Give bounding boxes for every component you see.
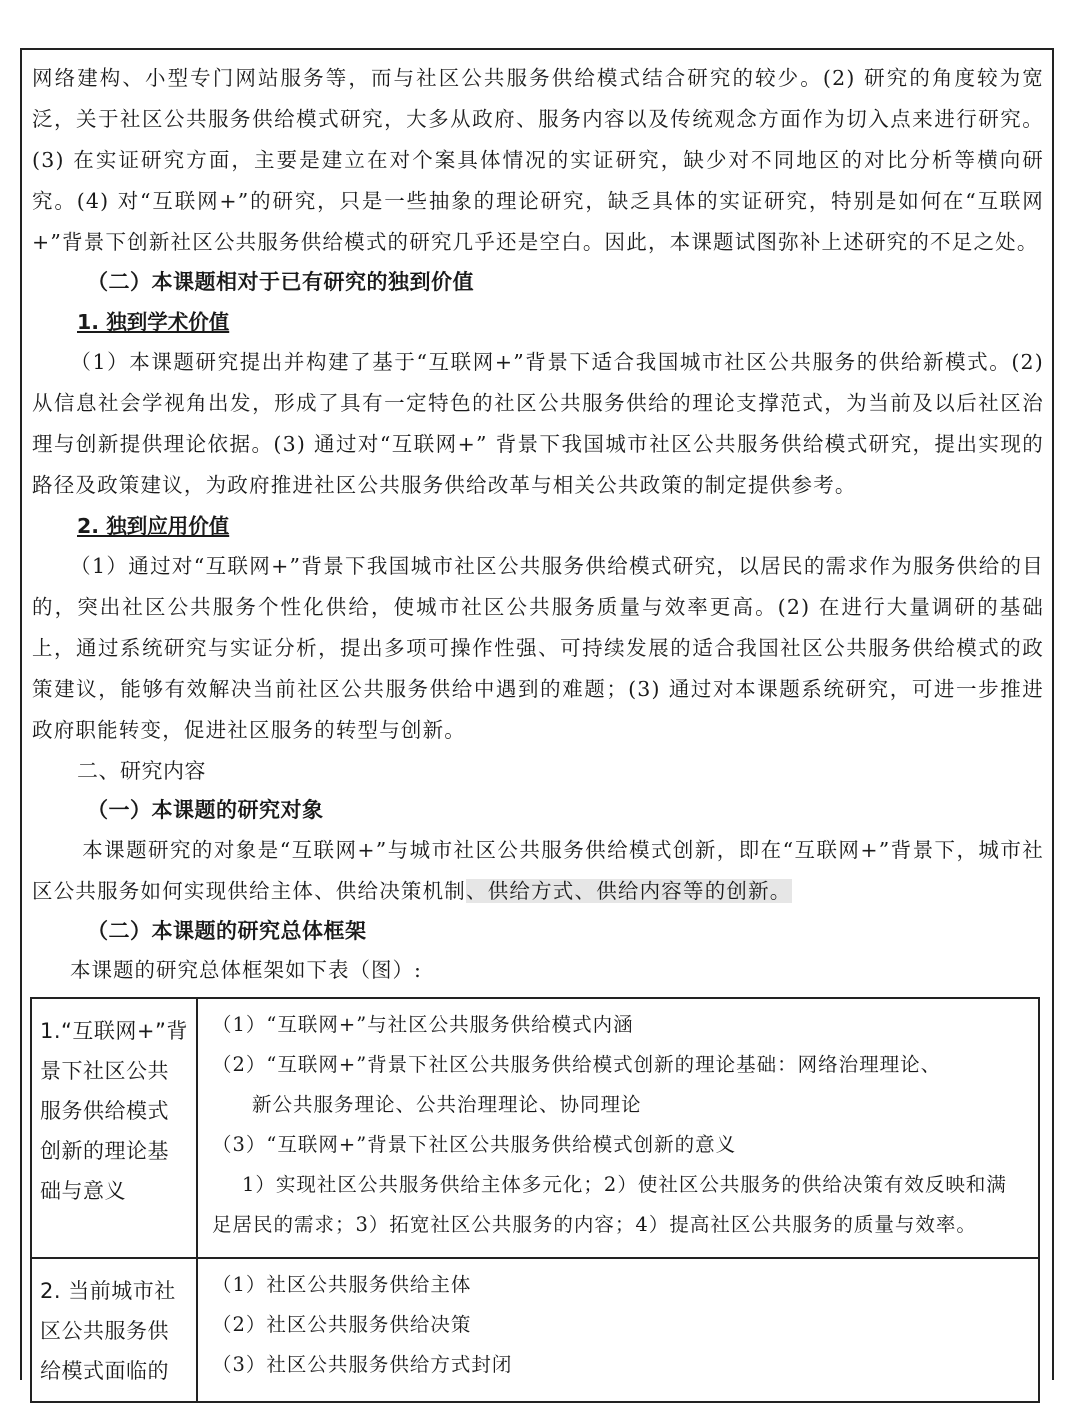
table-row [31,998,1039,1258]
document-body [32,58,1044,989]
paragraph-research-object [32,830,1044,912]
heading-unique-value: （二）本课题相对于已有研究的独到价值 [87,270,474,294]
research-object-text-b: 、供给方式、供给内容等的创新。 [466,879,792,903]
applied-value-text: （1）通过对“互联网+”背景下我国城市社区公共服务供给模式研究，以居民的需求作为服务供给的目的，突出社区公共服务个性化供给，使城市社区公共服务质量与效率更高。(2) 在进行大量调研的基础上，通过系统研究与实证分析，提出多项可操作性强、可持续发展的适合我国社区公共服务供给模式的政策建议，能够有效解决当前社区公共服务供给中遇到的难题；(3) 通过对本课题系统研究，可进一步推进政府职能转变，促进社区服务的转型与创新。 [32,554,1044,742]
table-row [31,1258,1039,1402]
heading-research-object: （一）本课题的研究对象 [87,798,324,822]
paragraph-applied-value [32,546,1044,751]
academic-value-text: （1）本课题研究提出并构建了基于“互联网+”背景下适合我国城市社区公共服务的供给新模式。(2) 从信息社会学视角出发，形成了具有一定特色的社区公共服务供给的理论支撑范式，为当前及以后社区治理与创新提供理论依据。(3) 通过对“互联网+” 背景下我国城市社区公共服务供给模式研究，提出实现的路径及政策建议，为政府推进社区公共服务供给改革与相关公共政策的制定提供参考。 [32,350,1044,497]
row2-item-3: （3）社区公共服务供给方式封闭 [212,1353,513,1376]
row1-label: 1.“互联网+”背景下社区公共服务供给模式创新的理论基础与意义 [31,998,197,1258]
heading-academic-value: 1. 独到学术价值 [77,310,230,334]
row1-item-1: （1）“互联网+”与社区公共服务供给模式内涵 [212,1013,634,1036]
paragraph-research-gaps: 网络建构、小型专门网站服务等，而与社区公共服务供给模式结合研究的较少。(2) 研究的角度较为宽泛，关于社区公共服务供给模式研究，大多从政府、服务内容以及传统观念方面作为切入点来进行研究。(3) 在实证研究方面，主要是建立在对个案具体情况的实证研究，缺少对不同地区的对比分析等横向研究。(4) 对“互联网+”的研究，只是一些抽象的理论研究，缺乏具体的实证研究，特别是如何在“互联网+”背景下创新社区公共服务供给模式的研究几乎还是空白。因此，本课题试图弥补上述研究的不足之处。 [32,66,1044,254]
heading-framework: （二）本课题的研究总体框架 [87,919,367,943]
heading-applied-value: 2. 独到应用价值 [77,514,230,538]
research-object-text-a: 本课题研究的对象是“互联网+”与城市社区公共服务供给模式创新，即在“互联网+”背景下，城市社区公共服务如何实现供给主体、供给决策机制 [32,838,1044,903]
row1-content [197,998,1039,1258]
row2-item-1: （1）社区公共服务供给主体 [212,1273,472,1296]
row1-item-3a: 1）实现社区公共服务供给主体多元化；2）使社区公共服务的供给决策有效反映和满 [242,1173,1007,1196]
paragraph-framework-intro: 本课题的研究总体框架如下表（图）: [70,958,422,982]
framework-table [30,997,1040,1403]
row2-content [197,1258,1039,1402]
row2-label: 2. 当前城市社区公共服务供给模式面临的 [31,1258,197,1402]
row1-item-2-cont: 新公共服务理论、公共治理理论、协同理论 [252,1093,642,1116]
row2-item-2: （2）社区公共服务供给决策 [212,1313,472,1336]
row1-item-3: （3）“互联网+”背景下社区公共服务供给模式创新的意义 [212,1133,737,1156]
row1-item-2: （2）“互联网+”背景下社区公共服务供给模式创新的理论基础：网络治理理论、 [212,1053,942,1076]
heading-research-content: 二、研究内容 [77,759,206,783]
paragraph-academic-value [32,342,1044,506]
row1-item-3b: 足居民的需求；3）拓宽社区公共服务的内容；4）提高社区公共服务的质量与效率。 [212,1213,977,1236]
